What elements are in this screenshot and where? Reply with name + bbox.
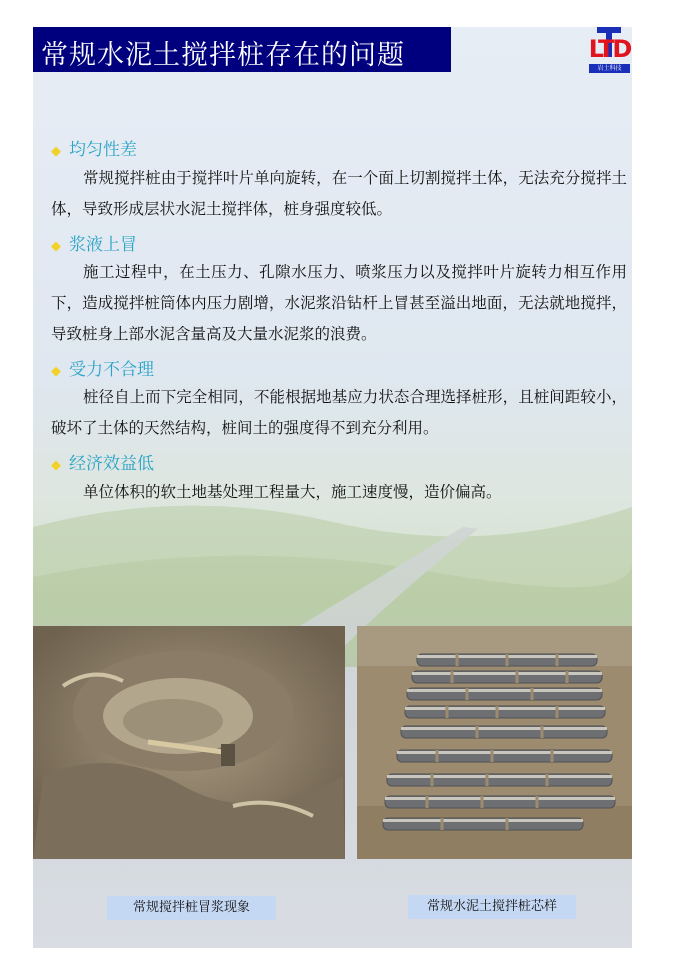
section-text-1: 常规搅拌桩由于搅拌叶片单向旋转，在一个面上切割搅拌土体，无法充分搅拌土体，导致形成层状水泥土搅拌体，桩身强度较低。: [51, 169, 627, 218]
diamond-bullet-icon: ◆: [51, 364, 61, 379]
core-sample-photo: [357, 626, 632, 859]
section-text-4: 单位体积的软土地基处理工程量大，施工速度慢，造价偏高。: [83, 483, 502, 501]
grout-overflow-caption: 常规搅拌桩冒浆现象: [107, 896, 276, 920]
slide: [33, 27, 632, 948]
logo-letters: LTD: [588, 35, 631, 63]
section-text-3: 桩径自上而下完全相同，不能根据地基应力状态合理选择桩形，且桩间距较小，破坏了土体的天然结构，桩间土的强度得不到充分利用。: [51, 388, 627, 437]
company-logo: [587, 27, 632, 75]
section-text-2: 施工过程中，在土压力、孔隙水压力、喷浆压力以及搅拌叶片旋转力相互作用下，造成搅拌桩筒体内压力剧增，水泥浆沿钻杆上冒甚至溢出地面，无法就地搅拌，导致桩身上部水泥含量高及大量水泥浆的浪费。: [51, 263, 627, 343]
grout-overflow-photo: [33, 626, 345, 859]
diamond-bullet-icon: ◆: [51, 239, 61, 254]
section-heading-3: ◆ 受力不合理: [51, 360, 154, 380]
section-heading-4: ◆ 经济效益低: [51, 454, 154, 474]
logo-subtitle: 岩土科技: [589, 64, 630, 73]
core-sample-caption: 常规水泥土搅拌桩芯样: [408, 895, 576, 919]
diamond-bullet-icon: ◆: [51, 144, 61, 159]
diamond-bullet-icon: ◆: [51, 458, 61, 473]
page-title: 常规水泥土搅拌桩存在的问题: [41, 40, 405, 71]
section-heading-2: ◆ 浆液上冒: [51, 235, 137, 255]
section-heading-1: ◆ 均匀性差: [51, 140, 137, 160]
title-bar: [33, 27, 451, 72]
